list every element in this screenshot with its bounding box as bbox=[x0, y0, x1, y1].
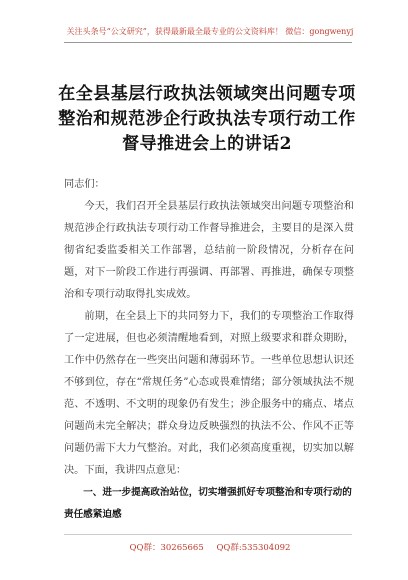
header-divider bbox=[64, 42, 352, 43]
footer-qq-group-2: QQ群:535304092 bbox=[216, 543, 291, 553]
footer-qq-group-1: QQ群：30265665 bbox=[129, 543, 204, 553]
section-heading-1: 一、进一步提高政治站位，切实增强抓好专项整治和专项行动的责任感紧迫感 bbox=[64, 487, 352, 520]
document-body bbox=[64, 174, 354, 526]
paragraph-1: 今天，我们召开全县基层行政执法领域突出问题专项整治和规范涉企行政执法专项行动工作督导推进会，主要目的是深入贯彻省纪委监委相关工作部署，总结前一阶段情况，分析存在问题，对下一阶段工作进行再强调、再部署、再推进，确保专项整治和专项行动取得扎实成效。 bbox=[64, 201, 354, 300]
salutation: 同志们： bbox=[64, 179, 105, 190]
header-note: 关注头条号“公文研究”，获得最新最全最专业的公文资料库！ 微信：gongwenyj bbox=[66, 27, 354, 36]
footer bbox=[60, 541, 360, 553]
paragraph-2: 前期，在全县上下的共同努力下，我们的专项整治工作取得了一定进展，但也必须清醒地看到，对照上级要求和群众期盼，工作中仍然存在一些突出问题和薄弱环节。一些单位思想认识还不够到位，存在“常规任务”心态或畏难情绪；部分领域执法不规范、不透明、不文明的现象仍有发生；涉企服务中的痛点、堵点问题尚未完全解决；群众身边反映强烈的执法不公、作风不正等问题仍需下大力气整治。对此，我们必须高度重视，切实加以解决。下面，我讲四点意见： bbox=[64, 311, 354, 476]
document-title: 在全县基层行政执法领域突出问题专项整治和规范涉企行政执法专项行动工作督导推进会上的讲话2 bbox=[58, 84, 356, 154]
footer-divider bbox=[64, 534, 352, 535]
